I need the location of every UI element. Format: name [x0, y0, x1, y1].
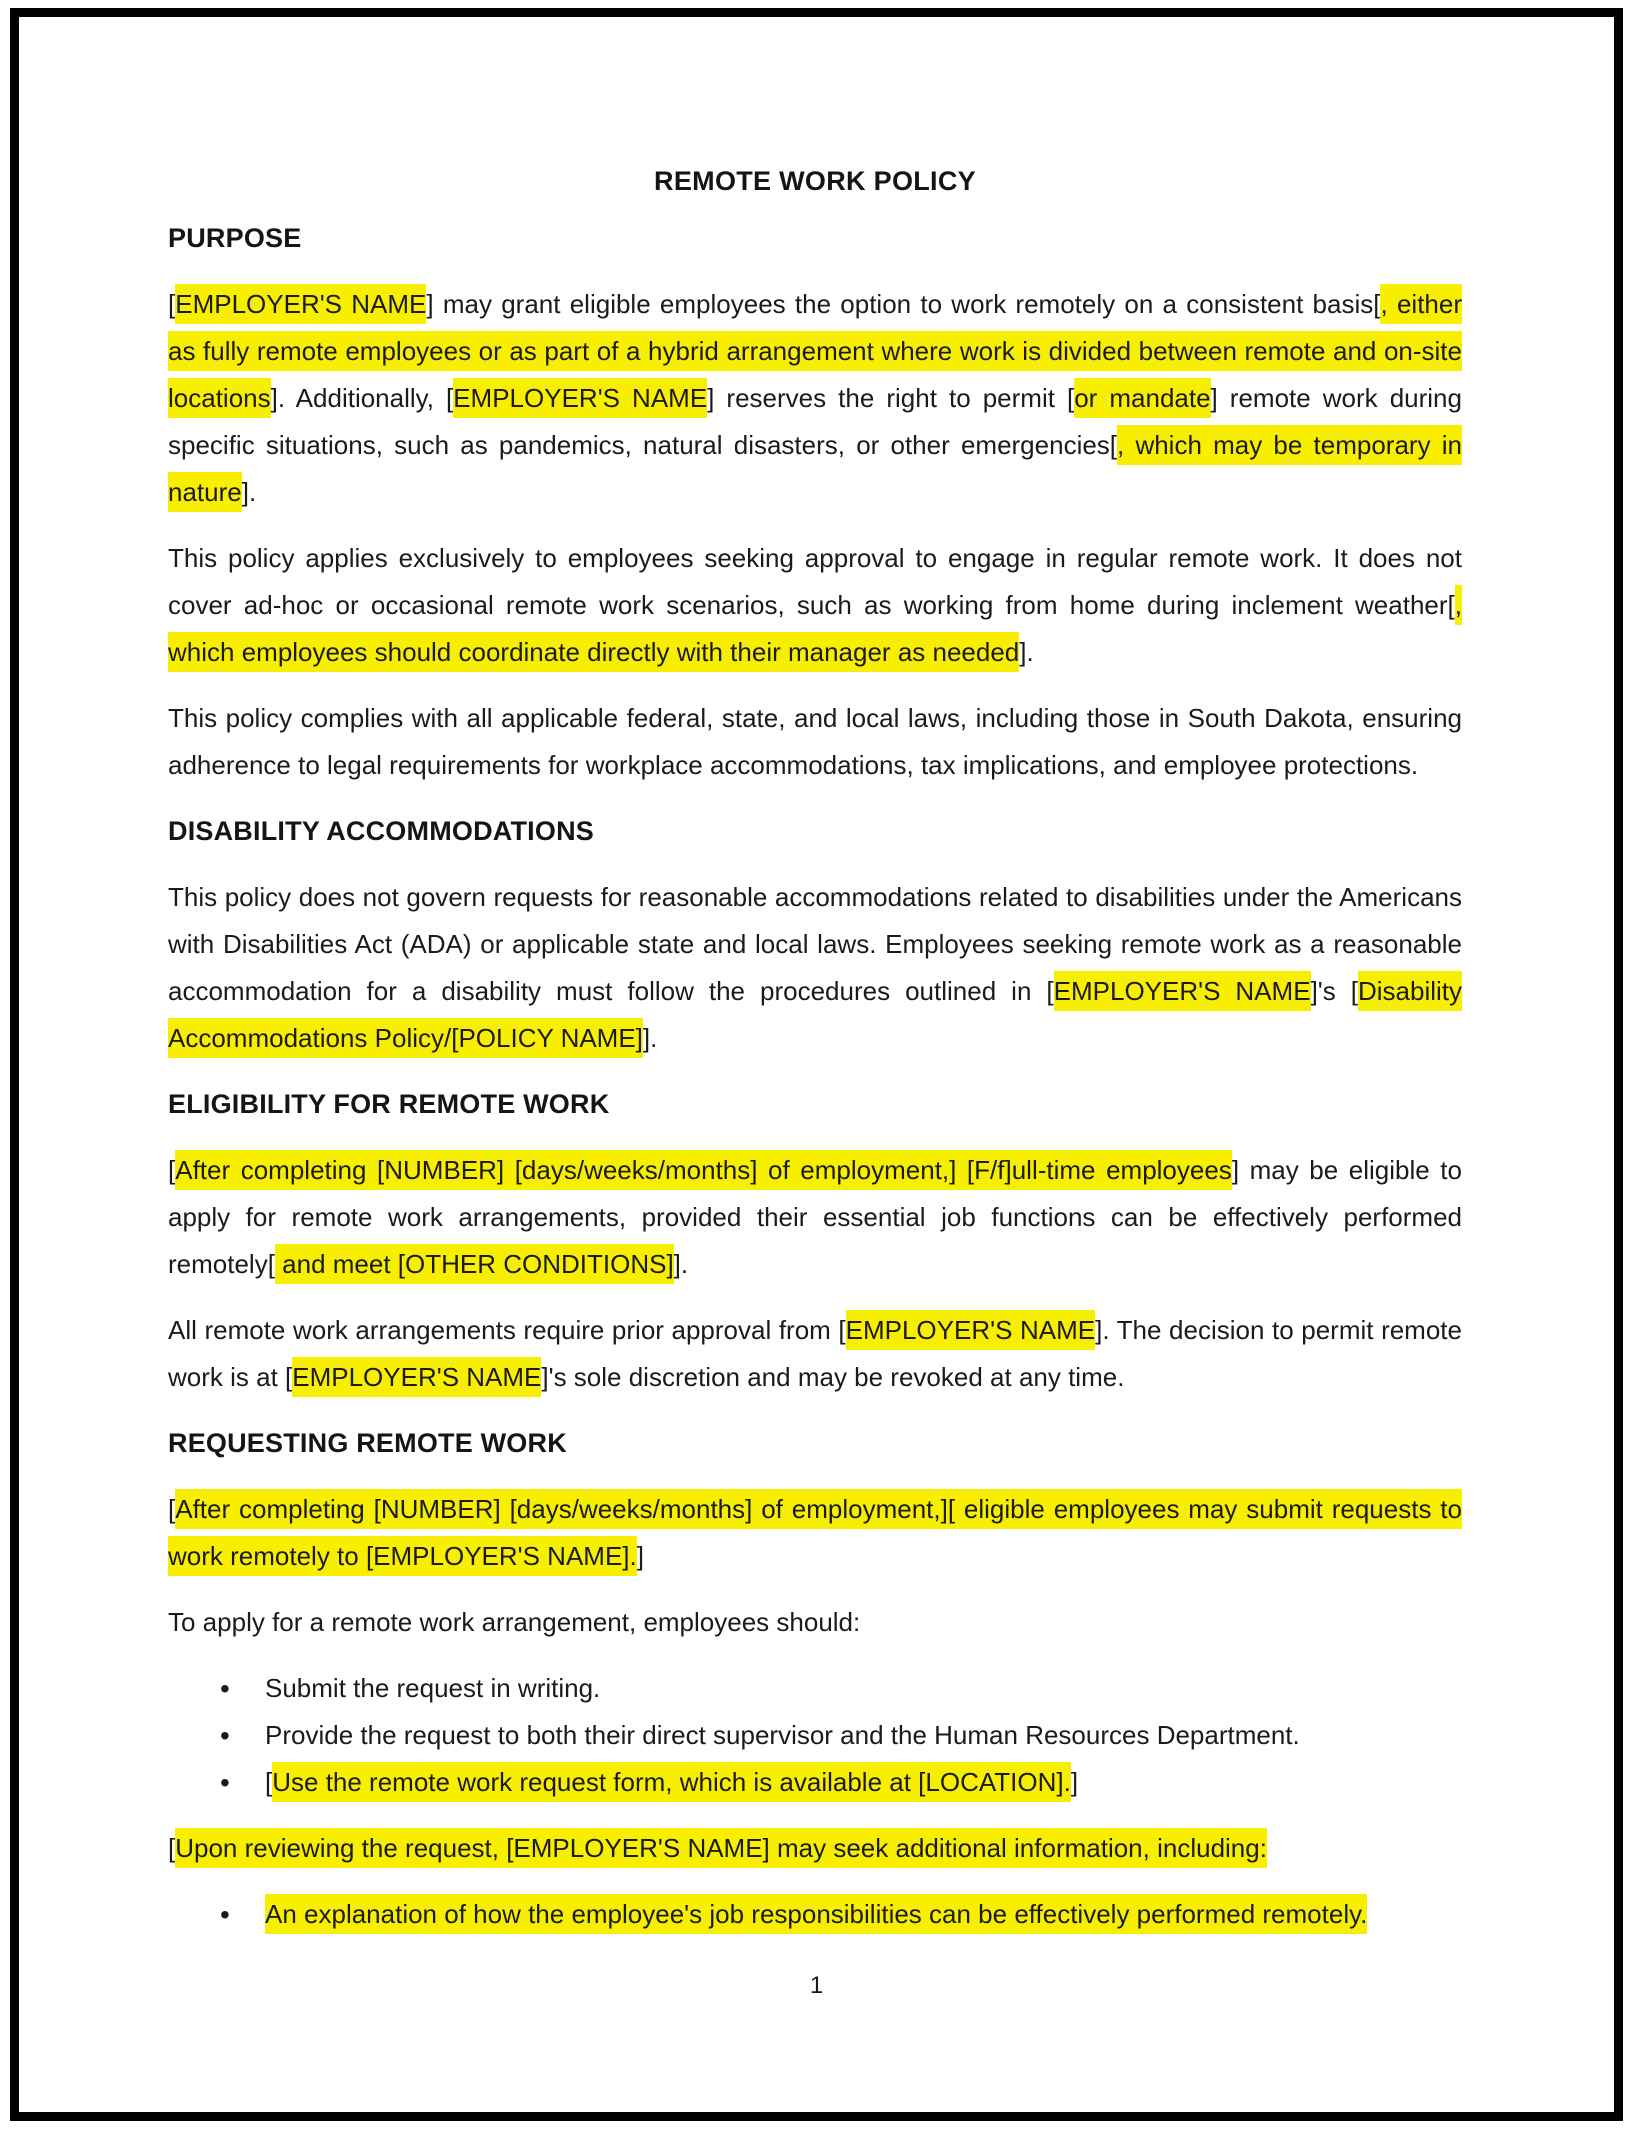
text-run: This policy applies exclusively to employees seeking approval to engage in regular remote work. It does not cover ad-hoc or occasional remote work scenarios, such as working from home during inclement weather[	[168, 543, 1462, 620]
text-run: [	[168, 289, 176, 319]
text-run: [	[265, 1767, 273, 1797]
text-run: ] remote work during specific situations, such as pandemics, natural disasters, or other emergencies[	[168, 383, 1462, 460]
highlighted-text: EMPLOYER'S NAME	[1054, 971, 1311, 1011]
highlighted-text: , which employees should coordinate directly with their manager as needed	[168, 585, 1462, 672]
text-run: Provide the request to both their direct supervisor and the Human Resources Department.	[265, 1720, 1300, 1750]
highlighted-text: and meet [OTHER CONDITIONS]	[275, 1244, 674, 1284]
paragraph	[168, 1147, 1462, 1288]
paragraph	[168, 1307, 1462, 1401]
text-run: [	[168, 1494, 176, 1524]
highlighted-text: An explanation of how the employee's job responsibilities can be effectively performed remotely.	[265, 1894, 1367, 1934]
text-run: ].	[1019, 637, 1034, 667]
document-body	[168, 19, 1462, 1957]
section-heading: PURPOSE	[168, 223, 302, 253]
text-run: [	[168, 1833, 176, 1863]
highlighted-text: , either as fully remote employees or as part of a hybrid arrangement where work is divided between remote and on-site locations	[168, 284, 1462, 418]
highlighted-text: EMPLOYER'S NAME	[453, 378, 707, 418]
text-run: ]. The decision to permit remote work is at [	[168, 1315, 1462, 1392]
document-title: REMOTE WORK POLICY	[654, 166, 976, 196]
text-run: ]'s [	[1310, 976, 1358, 1006]
text-run: [	[168, 1155, 176, 1185]
paragraph	[168, 1486, 1462, 1580]
highlighted-text: , which may be temporary in nature	[168, 425, 1462, 512]
text-run: To apply for a remote work arrangement, employees should:	[168, 1607, 861, 1637]
paragraph	[168, 1825, 1462, 1872]
paragraph	[168, 535, 1462, 676]
text-run: All remote work arrangements require prior approval from [	[168, 1315, 846, 1345]
list-item	[168, 1665, 1462, 1712]
document-content	[168, 215, 1462, 1938]
highlighted-text: After completing [NUMBER] [days/weeks/months] of employment,][ eligible employees may submit requests to work remotely to [EMPLOYER'S NAME].	[168, 1489, 1462, 1576]
highlighted-text: After completing [NUMBER] [days/weeks/months] of employment,] [F/f]ull-time employees	[175, 1150, 1232, 1190]
page-number: 1	[809, 1972, 824, 1999]
text-run: Submit the request in writing.	[265, 1673, 601, 1703]
list-item	[168, 1759, 1462, 1806]
highlighted-text: Use the remote work request form, which is available at [LOCATION].	[272, 1762, 1071, 1802]
paragraph	[168, 695, 1462, 789]
text-run: ].	[673, 1249, 689, 1279]
text-run: ]'s sole discretion and may be revoked at any time.	[541, 1362, 1125, 1392]
text-run: ].	[642, 1023, 658, 1053]
text-run: ] may grant eligible employees the option to work remotely on a consistent basis[	[426, 289, 1381, 319]
paragraph	[168, 874, 1462, 1062]
section-heading: ELIGIBILITY FOR REMOTE WORK	[168, 1089, 610, 1119]
section-heading: REQUESTING REMOTE WORK	[168, 1428, 567, 1458]
text-run: ] may be eligible to apply for remote work arrangements, provided their essential job functions can be effectively performed remotely[	[168, 1155, 1462, 1279]
text-run: This policy complies with all applicable federal, state, and local laws, including those in South Dakota, ensuring adherence to legal requirements for workplace accommodations, tax implications, and employee protections.	[168, 703, 1462, 780]
highlighted-text: or mandate	[1074, 378, 1210, 418]
text-run: ] reserves the right to permit [	[707, 383, 1075, 413]
list-item	[168, 1891, 1462, 1938]
text-run: ].	[241, 477, 257, 507]
highlighted-text: EMPLOYER'S NAME	[175, 284, 426, 324]
paragraph	[168, 281, 1462, 516]
bullet-list	[168, 1665, 1462, 1806]
text-run: ]	[636, 1541, 644, 1571]
text-run: ]. Additionally, [	[270, 383, 454, 413]
list-item	[168, 1712, 1462, 1759]
text-run: ]	[1070, 1767, 1079, 1797]
paragraph	[168, 1599, 1462, 1646]
highlighted-text: Disability Accommodations Policy/[POLICY NAME]	[168, 971, 1462, 1058]
text-run: This policy does not govern requests for reasonable accommodations related to disabilities under the Americans with Disabilities Act (ADA) or applicable state and local laws. Employees seeking remote work as a reasonable accommodation for a disability must follow the procedures outlined in [	[168, 882, 1462, 1006]
highlighted-text: Upon reviewing the request, [EMPLOYER'S NAME] may seek additional information, including:	[175, 1828, 1267, 1868]
highlighted-text: EMPLOYER'S NAME	[292, 1357, 541, 1397]
section-heading: DISABILITY ACCOMMODATIONS	[168, 816, 594, 846]
bullet-list	[168, 1891, 1462, 1938]
highlighted-text: EMPLOYER'S NAME	[846, 1310, 1095, 1350]
